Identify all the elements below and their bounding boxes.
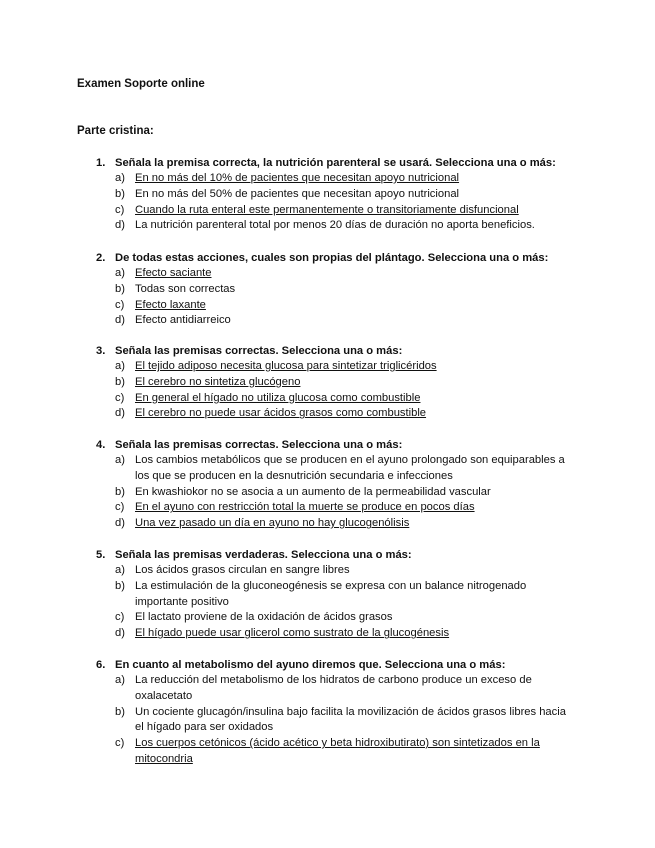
part-heading: Parte cristina: xyxy=(77,125,154,137)
question-6 xyxy=(96,657,596,768)
option-c xyxy=(96,500,596,516)
question-number: 5. xyxy=(96,549,106,561)
option-letter: a) xyxy=(115,454,125,466)
option-text: El lactato proviene de la oxidación de ácidos grasos xyxy=(135,611,393,624)
option-letter: c) xyxy=(115,391,125,404)
option-text: El cerebro no puede usar ácidos grasos como combustible xyxy=(135,407,427,420)
option-letter: c) xyxy=(115,611,125,624)
option-text: La nutrición parenteral total por menos 20 días de duración no aporta beneficios. xyxy=(135,219,535,232)
option-d xyxy=(96,218,596,234)
option-c xyxy=(96,610,596,626)
question-header xyxy=(96,657,596,673)
option-c xyxy=(96,736,596,768)
option-letter: c) xyxy=(115,737,125,750)
question-number: 1. xyxy=(96,157,106,169)
question-header xyxy=(96,547,596,563)
option-text: Un cociente glucagón/insulina bajo facilita la movilización de ácidos grasos libres hacia el hígado para ser oxidados xyxy=(135,705,566,734)
question-5 xyxy=(96,547,596,642)
option-text: El hígado puede usar glicerol como sustrato de la glucogénesis xyxy=(135,627,450,640)
document-title: Examen Soporte online xyxy=(77,78,205,90)
question-text: En cuanto al metabolismo del ayuno diremos que. Selecciona una o más: xyxy=(115,659,506,671)
option-letter: b) xyxy=(115,579,125,592)
question-number: 2. xyxy=(96,252,106,264)
option-b xyxy=(96,579,596,611)
question-text: De todas estas acciones, cuales son propias del plántago. Selecciona una o más: xyxy=(115,252,549,264)
option-letter: b) xyxy=(115,375,125,388)
question-text: Señala la premisa correcta, la nutrición parenteral se usará. Selecciona una o más: xyxy=(115,157,556,169)
option-text: El cerebro no sintetiza glucógeno xyxy=(135,375,301,388)
question-number: 4. xyxy=(96,439,106,451)
option-letter: c) xyxy=(115,203,125,216)
question-number: 6. xyxy=(96,659,106,671)
option-text: Todas son correctas xyxy=(135,282,236,295)
option-c xyxy=(96,298,596,314)
option-d xyxy=(96,516,596,532)
option-letter: d) xyxy=(115,627,125,640)
option-d xyxy=(96,406,596,422)
option-b xyxy=(96,282,596,298)
option-a xyxy=(96,266,596,282)
option-letter: d) xyxy=(115,314,125,327)
option-a xyxy=(96,563,596,579)
question-header xyxy=(96,250,596,266)
option-letter: a) xyxy=(115,564,125,576)
option-c xyxy=(96,391,596,407)
option-d xyxy=(96,626,596,642)
option-letter: d) xyxy=(115,407,125,420)
option-text: La reducción del metabolismo de los hidratos de carbono produce un exceso de oxalacetato xyxy=(135,674,532,702)
option-text: Los cambios metabólicos que se producen en el ayuno prolongado son equiparables a los que se producen en la desnutrición secundaria e infecciones xyxy=(135,454,565,482)
option-text: Los ácidos grasos circulan en sangre libres xyxy=(135,564,350,576)
question-text: Señala las premisas correctas. Selecciona una o más: xyxy=(115,345,403,357)
option-text: Efecto laxante xyxy=(135,298,206,311)
question-1 xyxy=(96,155,596,234)
question-text: Señala las premisas verdaderas. Selecciona una o más: xyxy=(115,549,412,561)
option-text: En general el hígado no utiliza glucosa como combustible xyxy=(135,391,421,404)
option-text: En no más del 10% de pacientes que necesitan apoyo nutricional xyxy=(135,172,460,184)
option-letter: b) xyxy=(115,485,125,498)
question-text: Señala las premisas correctas. Selecciona una o más: xyxy=(115,439,403,451)
option-text: El tejido adiposo necesita glucosa para sintetizar triglicéridos xyxy=(135,360,437,372)
option-b xyxy=(96,187,596,203)
option-text: Efecto antidiarreico xyxy=(135,314,231,327)
option-text: Cuando la ruta enteral este permanentemente o transitoriamente disfuncional xyxy=(135,203,519,216)
option-a xyxy=(96,453,596,485)
option-letter: d) xyxy=(115,517,125,530)
option-letter: b) xyxy=(115,705,125,718)
option-letter: d) xyxy=(115,219,125,232)
option-letter: a) xyxy=(115,267,125,279)
question-3 xyxy=(96,343,596,422)
question-header xyxy=(96,155,596,171)
option-letter: b) xyxy=(115,187,125,200)
option-text: La estimulación de la gluconeogénesis se expresa con un balance nitrogenado importante positivo xyxy=(135,579,527,608)
option-text: En no más del 50% de pacientes que necesitan apoyo nutricional xyxy=(135,187,460,200)
option-text: Una vez pasado un día en ayuno no hay glucogenólisis xyxy=(135,517,410,530)
option-a xyxy=(96,171,596,187)
option-text: Los cuerpos cetónicos (ácido acético y beta hidroxibutirato) son sintetizados en la mitocondria xyxy=(135,737,540,765)
option-d xyxy=(96,313,596,329)
question-header xyxy=(96,437,596,453)
option-text: En el ayuno con restricción total la muerte se produce en pocos días xyxy=(135,501,475,514)
option-letter: c) xyxy=(115,501,125,514)
question-header xyxy=(96,343,596,359)
option-text: En kwashiokor no se asocia a un aumento de la permeabilidad vascular xyxy=(135,485,491,498)
option-letter: b) xyxy=(115,282,125,295)
option-letter: a) xyxy=(115,360,125,372)
option-letter: a) xyxy=(115,674,125,686)
option-c xyxy=(96,203,596,219)
option-b xyxy=(96,485,596,501)
option-b xyxy=(96,705,596,737)
question-2 xyxy=(96,250,596,329)
option-a xyxy=(96,359,596,375)
option-letter: a) xyxy=(115,172,125,184)
option-text: Efecto saciante xyxy=(135,267,212,279)
option-letter: c) xyxy=(115,298,125,311)
option-b xyxy=(96,375,596,391)
question-4 xyxy=(96,437,596,532)
question-number: 3. xyxy=(96,345,106,357)
option-a xyxy=(96,673,596,705)
